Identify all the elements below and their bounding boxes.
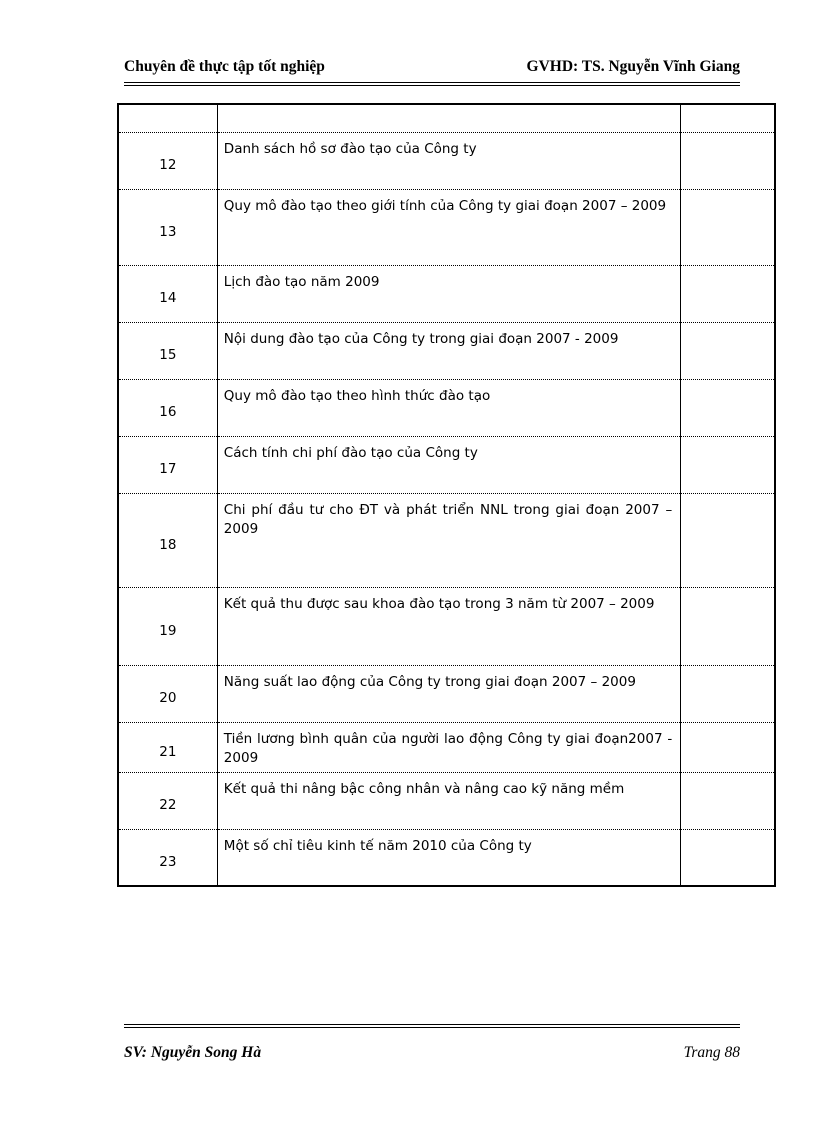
row-page-cell: [681, 436, 775, 493]
row-page-cell: [681, 829, 775, 886]
footer-student: SV: Nguyễn Song Hà: [124, 1044, 262, 1061]
row-description: Chi phí đầu tư cho ĐT và phát triển NNL trong giai đoạn 2007 – 2009: [217, 493, 680, 587]
row-description: Quy mô đào tạo theo giới tính của Công ty giai đoạn 2007 – 2009: [217, 189, 680, 265]
row-page-cell: [681, 587, 775, 665]
table-row: [118, 189, 775, 265]
row-description: Tiền lương bình quân của người lao động Công ty giai đoạn2007 - 2009: [217, 722, 680, 772]
table-row: [118, 132, 775, 189]
page-header: [124, 58, 740, 80]
row-page-cell: [681, 265, 775, 322]
row-page-cell: [681, 132, 775, 189]
row-page-cell: [681, 322, 775, 379]
table-of-figures: [117, 103, 776, 887]
row-number: 19: [118, 587, 217, 665]
row-page-cell: [681, 772, 775, 829]
row-number: 13: [118, 189, 217, 265]
row-page-cell: [681, 665, 775, 722]
table-row: [118, 104, 775, 132]
row-description: Cách tính chi phí đào tạo của Công ty: [217, 436, 680, 493]
row-description: Kết quả thi nâng bậc công nhân và nâng cao kỹ năng mềm: [217, 772, 680, 829]
row-page-cell: [681, 493, 775, 587]
row-number: 21: [118, 722, 217, 772]
table-row: [118, 829, 775, 886]
row-number: 22: [118, 772, 217, 829]
row-number: 15: [118, 322, 217, 379]
row-number: 12: [118, 132, 217, 189]
figures-table: [117, 103, 776, 887]
page-footer: [124, 1044, 740, 1066]
row-description: [217, 104, 680, 132]
table-row: [118, 436, 775, 493]
header-supervisor: GVHD: TS. Nguyễn Vĩnh Giang: [526, 58, 740, 75]
table-row: [118, 379, 775, 436]
header-title: Chuyên đề thực tập tốt nghiệp: [124, 58, 325, 75]
row-number: 20: [118, 665, 217, 722]
table-row: [118, 722, 775, 772]
table-row: [118, 265, 775, 322]
row-description: Một số chỉ tiêu kinh tế năm 2010 của Công ty: [217, 829, 680, 886]
row-description: Lịch đào tạo năm 2009: [217, 265, 680, 322]
table-row: [118, 493, 775, 587]
row-description: Nội dung đào tạo của Công ty trong giai đoạn 2007 - 2009: [217, 322, 680, 379]
row-number: 16: [118, 379, 217, 436]
page-number: Trang 88: [683, 1044, 740, 1061]
row-number: [118, 104, 217, 132]
row-number: 18: [118, 493, 217, 587]
row-description: Kết quả thu được sau khoa đào tạo trong 3 năm từ 2007 – 2009: [217, 587, 680, 665]
row-description: Năng suất lao động của Công ty trong giai đoạn 2007 – 2009: [217, 665, 680, 722]
row-page-cell: [681, 722, 775, 772]
row-number: 17: [118, 436, 217, 493]
table-row: [118, 587, 775, 665]
row-page-cell: [681, 189, 775, 265]
footer-rule: [124, 1024, 740, 1028]
row-description: Quy mô đào tạo theo hình thức đào tạo: [217, 379, 680, 436]
row-page-cell: [681, 104, 775, 132]
header-rule: [124, 82, 740, 86]
row-page-cell: [681, 379, 775, 436]
row-description: Danh sách hồ sơ đào tạo của Công ty: [217, 132, 680, 189]
row-number: 14: [118, 265, 217, 322]
table-row: [118, 772, 775, 829]
row-number: 23: [118, 829, 217, 886]
table-row: [118, 665, 775, 722]
table-row: [118, 322, 775, 379]
